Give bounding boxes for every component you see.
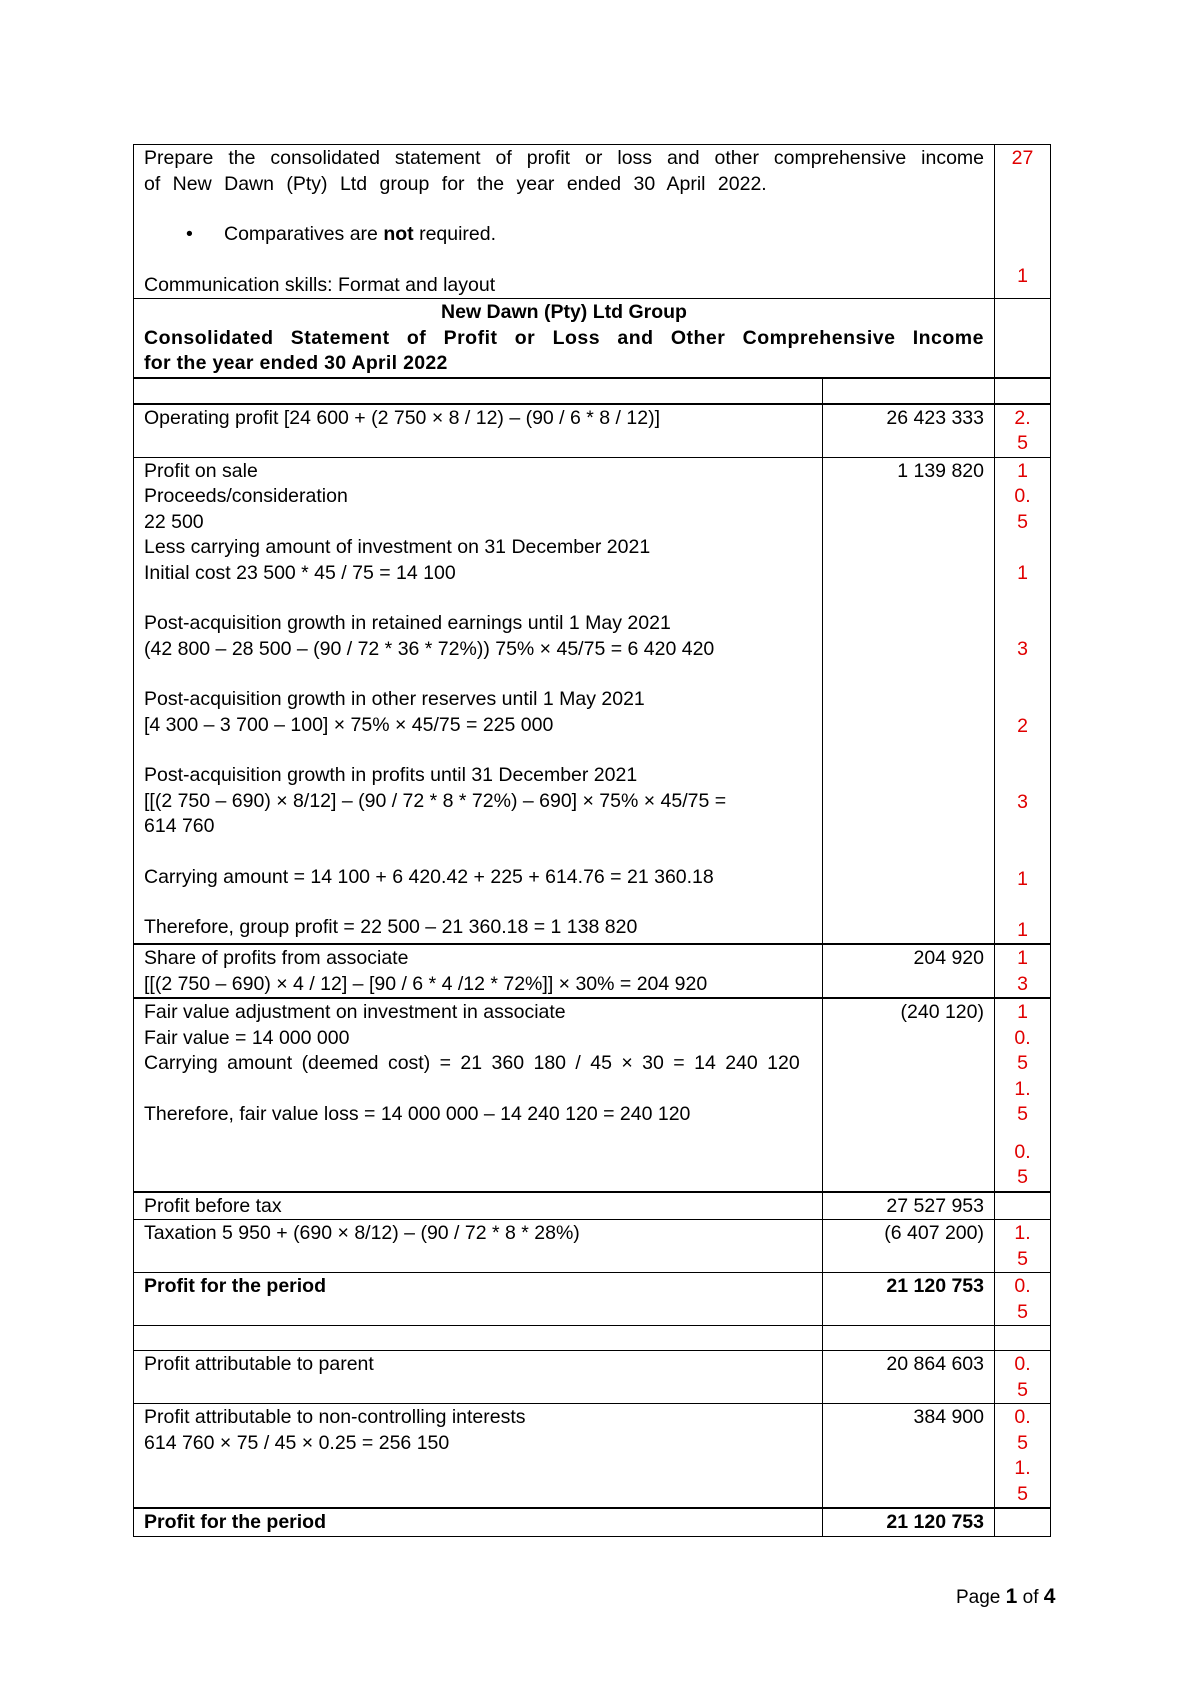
profit-for-period-label: Profit for the period [134,1273,823,1326]
profit-on-sale-amount: 1 139 820 [823,457,995,944]
bullet-text-post: required. [413,223,497,245]
page-number: 1 [1005,1585,1018,1608]
taxation-marks: 1. 5 [995,1220,1051,1273]
spacer-row [134,378,1051,404]
operating-profit-row [134,404,1051,458]
page-total: 4 [1043,1585,1056,1608]
statement-period: for the year ended 30 April 2022 [144,352,448,374]
marks-communication: 1 [1017,264,1028,287]
profit-before-tax-row [134,1192,1051,1220]
communication-skills-text: Communication skills: Format and layout [144,273,496,296]
page-word: Page [956,1587,1001,1608]
attributable-nci-amount: 384 900 [823,1404,995,1509]
fair-value-workings: Fair value adjustment on investment in associate Fair value = 14 000 000 Carrying amount (deemed cost) = 21 360 180 / 45 × 30 = 14 240 120 Therefore, fair value loss = 14 000 000 – 14 240 120 = 240 120 [134,998,823,1192]
attributable-nci-workings: Profit attributable to non-controlling interests 614 760 × 75 / 45 × 0.25 = 256 150 [134,1404,823,1509]
attributable-nci-row [134,1404,1051,1509]
spacer-row [134,1326,1051,1351]
fair-value-amount: (240 120) [823,998,995,1192]
question-marks [995,145,1051,299]
of-word: of [1022,1587,1039,1608]
fair-value-marks: 1 0. 5 1. 5 0. 5 [995,998,1051,1192]
attributable-parent-label: Profit attributable to parent [134,1351,823,1404]
profit-for-period-total-amount: 21 120 753 [823,1508,995,1536]
statement-title: Consolidated Statement of Profit or Loss and Other Comprehensive Income [144,326,984,349]
profit-on-sale-row [134,457,1051,944]
profit-before-tax-label: Profit before tax [134,1192,823,1220]
bullet-item [144,222,984,248]
profit-for-period-marks: 0. 5 [995,1273,1051,1326]
profit-for-period-row [134,1273,1051,1326]
attributable-nci-marks: 0. 5 1. 5 [995,1404,1051,1509]
bullet-text-bold: not [383,223,414,245]
profit-on-sale-marks: 1 0. 5 1 3 2 3 1 1 [995,457,1051,944]
taxation-amount: (6 407 200) [823,1220,995,1273]
profit-for-period-total-row [134,1508,1051,1536]
page-footer [956,1585,1055,1609]
associate-share-marks: 1 3 [995,944,1051,998]
operating-profit-marks: 2. 5 [995,404,1051,458]
bullet-text-pre: Comparatives are [224,223,384,245]
taxation-row [134,1220,1051,1273]
bullet-icon: • [186,223,193,245]
question-instruction: Prepare the consolidated statement of profit or loss and other comprehensive income of New Dawn (Pty) Ltd group for the year ended 30 April 2022. [144,147,984,195]
attributable-parent-amount: 20 864 603 [823,1351,995,1404]
profit-before-tax-amount: 27 527 953 [823,1192,995,1220]
associate-share-amount: 204 920 [823,944,995,998]
marks-total: 27 [1011,147,1034,169]
taxation-label: Taxation 5 950 + (690 × 8/12) – (90 / 72 * 8 * 28%) [134,1220,823,1273]
attributable-parent-row [134,1351,1051,1404]
profit-for-period-amount: 21 120 753 [823,1273,995,1326]
fair-value-row [134,998,1051,1192]
operating-profit-amount: 26 423 333 [823,404,995,458]
statement-heading-cell [134,299,995,378]
question-row [134,145,1051,299]
question-cell [134,145,995,299]
associate-share-row [134,944,1051,998]
operating-profit-label: Operating profit [24 600 + (2 750 × 8 / 12) – (90 / 6 * 8 / 12)] [134,404,823,458]
associate-share-workings: Share of profits from associate [[(2 750 – 690) × 4 / 12] – [90 / 6 * 4 /12 * 72%]] × 30% = 204 920 [134,944,823,998]
profit-for-period-total-label: Profit for the period [134,1508,823,1536]
entity-name: New Dawn (Pty) Ltd Group [441,301,687,323]
attributable-parent-marks: 0. 5 [995,1351,1051,1404]
profit-on-sale-workings: Profit on sale Proceeds/consideration 22 500 Less carrying amount of investment on 31 December 2021 Initial cost 23 500 * 45 / 75 = 14 100 Post-acquisition growth in retained earnings until 1 May 2021 (42 800 – 28 500 – (90 / 72 * 36 * 72%)) 75% × 45/75 = 6 420 420 Post-acquisition growth in other reserves until 1 May 2021 [4 300 – 3 700 – 100] × 75% × 45/75 = 225 000 Post-acquisition growth in profits until 31 December 2021 [[(2 750 – 690) × 8/12] – (90 / 72 * 8 * 72%) – 690] × 75% × 45/75 = 614 760 Carrying amount = 14 100 + 6 420.42 + 225 + 614.76 = 21 360.18 Therefore, group profit = 22 500 – 21 360.18 = 1 138 820 [134,457,823,944]
statement-heading-row [134,299,1051,378]
solution-table [133,144,1051,1537]
